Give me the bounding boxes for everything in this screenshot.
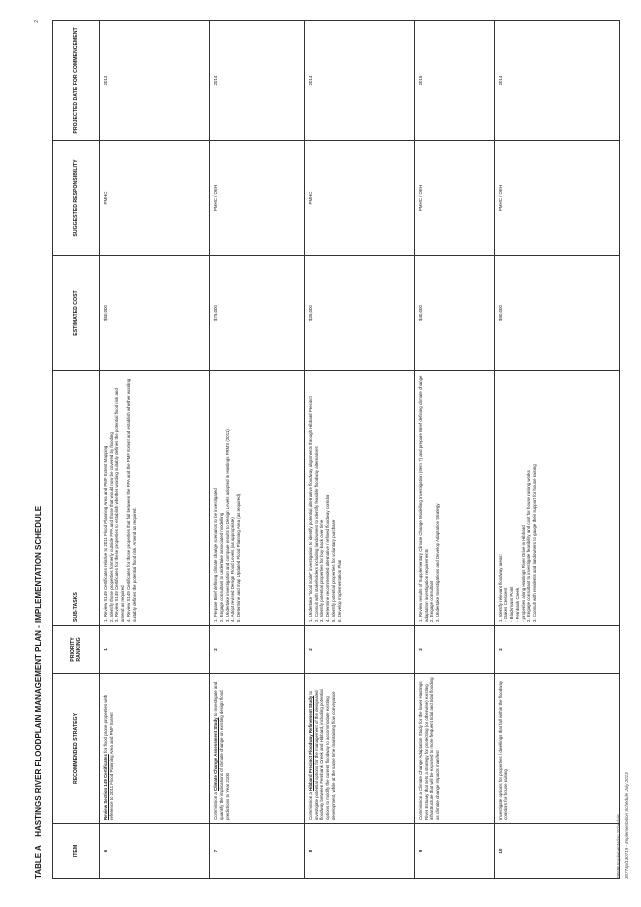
date-cell <box>100 21 210 141</box>
strategy-cell <box>415 674 495 824</box>
priority-cell <box>210 626 305 674</box>
suggested-responsibility: PMHC <box>307 191 313 205</box>
implementation-schedule-table <box>52 20 620 879</box>
item-number: 9 <box>418 849 424 853</box>
table-label: TABLE A <box>34 845 43 879</box>
header-strategy: RECOMMENDED STRATEGY <box>53 674 100 824</box>
priority-ranking: 3 <box>418 648 424 651</box>
subtask-item: 6. Develop Implementation Plan <box>336 559 342 622</box>
subtask-item: - Blackmans Point <box>509 586 515 622</box>
priority-ranking: 2 <box>307 648 313 651</box>
strategy-highlight: Climate Change Assessment Study <box>213 717 219 791</box>
subtask-item: 2. Engage consultant to investigate feasibility and cost for house raising works <box>526 470 532 622</box>
subtask-item: 4. Adopt revised Design Flood Levels (as appropriate) <box>230 517 236 622</box>
subtask-item: 3. Undertake Investigations and Develop Adaptation Strategy <box>435 503 441 622</box>
subtask-list <box>308 374 342 622</box>
item-cell <box>415 824 495 879</box>
responsibility-cell <box>494 141 619 256</box>
header-date: PROJECTED DATE FOR COMMENCEMENT <box>53 21 100 141</box>
priority-ranking: 2 <box>213 648 219 651</box>
subtask-item: 5. Identify potential properties for voluntary purchase <box>330 519 336 622</box>
strategy-text: for flood prone properties with reference to 2011 Flood Planning Area and PMF Extent <box>103 694 114 820</box>
strategy-cell <box>100 674 210 824</box>
item-number: 10 <box>497 848 503 854</box>
strategy-text: to investigate potential options for the management of the designated floodway between Fernbank Creek and Hibbard, including potential options to modify the current floodway to accommodate existing development, while at the same time maintaining flow conveyance <box>307 689 336 820</box>
subtask-item: 4. Review S149 Certificates for those properties that fall between the FPA and the PMF Extent and establish whether wording suitably defines the potential flood risk. Amend as required. <box>125 378 137 622</box>
subtask-item: 3. Consult with residents and landowners to gauge their support for house raising <box>531 464 537 622</box>
strategy-text: Commission a Climate Change Adaptation Study for the lower Hastings River Estuary that sets a strategy for protecting (or otherwise) existing infrastructure that will be exposed to more frequent tidal and tidal flooding as climate change impacts manifest <box>418 677 441 820</box>
suggested-responsibility: PMHC / OEH <box>418 184 424 212</box>
subtask-item: - properties along Hastings River Drive in Hibbard <box>520 525 526 622</box>
item-cell <box>210 824 305 879</box>
priority-cell <box>304 626 414 674</box>
subtask-item: 1. Prepare Brief defining climate change scenarios to be investigated <box>213 488 219 622</box>
subtasks-cell <box>494 371 619 626</box>
strategy-prefix: Commission a <box>213 790 219 820</box>
responsibility-cell <box>210 141 305 256</box>
footer-line-1: FRMP Implementation Schedule <box>616 814 621 879</box>
item-number: 8 <box>307 849 313 853</box>
header-row <box>53 21 100 879</box>
estimated-cost: $75,000 <box>213 305 219 321</box>
table-row <box>100 21 210 879</box>
subtasks-cell <box>100 371 210 626</box>
subtask-item: 3. Identify potential properties for buy-back over time <box>319 519 325 622</box>
subtask-item: 3. Undertake investigation and compare results to Design Levels adopted in Hastings FRMS (2011) <box>224 429 230 622</box>
strategy-cell <box>304 674 414 824</box>
header-item: ITEM <box>53 824 100 879</box>
header-priority: PRIORITY RANKING <box>53 626 100 674</box>
estimated-cost: $90,000 <box>497 305 503 321</box>
responsibility-cell <box>415 141 495 256</box>
cost-cell <box>415 256 495 371</box>
cost-cell <box>494 256 619 371</box>
subtask-item: 3. Review S149 Certificates for these properties to establish whether wording suitably defines the potential flood risk and amend as required <box>114 388 126 622</box>
commencement-date: 2014 <box>307 75 313 86</box>
strategy-cell <box>210 674 305 824</box>
subtask-item: 1. Undertake "local scale" investigation to identify potential alternative floodway alignments through Hibbard Precinct <box>307 396 313 622</box>
subtask-item: 4. Determine recommended alternative / refined floodway corridor <box>325 494 331 622</box>
priority-ranking: 2 <box>497 648 503 651</box>
subtask-item: 2. Engage consultant to undertake associated modelling <box>218 512 224 622</box>
page-title <box>34 506 43 879</box>
table-row <box>494 21 619 879</box>
subtask-item: 2. Consult with stakeholders including landowners to identify feasible floodway alternatives <box>313 446 319 622</box>
estimated-cost: $50,000 <box>103 305 108 321</box>
commencement-date: 2015 <box>418 75 424 86</box>
responsibility-cell <box>100 141 210 256</box>
date-cell <box>415 21 495 141</box>
subtask-list <box>103 374 137 622</box>
date-cell <box>304 21 414 141</box>
suggested-responsibility: PMHC / OEH <box>213 184 219 212</box>
subtasks-cell <box>415 371 495 626</box>
item-number: 7 <box>213 849 219 853</box>
cost-cell <box>304 256 414 371</box>
priority-cell <box>100 626 210 674</box>
subtask-list <box>498 374 538 622</box>
subtask-item: 5. Determine and map Updated Flood Planning Area (as required) <box>235 493 241 622</box>
header-responsibility: SUGGESTED RESPONSIBILITY <box>53 141 100 256</box>
priority-ranking: 1 <box>103 648 108 651</box>
item-cell <box>100 824 210 879</box>
commencement-date: 2013 <box>103 75 108 86</box>
strategy-text: Investigate options for properties / dwellings that fall within the floodway corridors for house raising <box>497 680 509 820</box>
subtask-item: - Oakes Crescent <box>503 587 509 622</box>
item-cell <box>494 824 619 879</box>
subtask-list <box>213 374 242 622</box>
priority-cell <box>494 626 619 674</box>
date-cell <box>210 21 305 141</box>
table-row <box>304 21 414 879</box>
date-cell <box>494 21 619 141</box>
estimated-cost: $40,000 <box>418 305 424 321</box>
cost-cell <box>100 256 210 371</box>
priority-cell <box>415 626 495 674</box>
strategy-highlight: Review Section 149 Certificates <box>103 754 108 820</box>
subtasks-cell <box>304 371 414 626</box>
suggested-responsibility: PMHC <box>103 191 108 205</box>
subtask-item: 1. Identify relevant floodway areas: <box>497 554 503 622</box>
header-subtasks: SUB-TASKS <box>53 371 100 626</box>
estimated-cost: $35,000 <box>307 305 313 321</box>
strategy-text: to investigate and quantify the implications of climate change on existing design flood predictions to Year 2100 <box>213 681 230 820</box>
item-cell <box>304 824 414 879</box>
table-row <box>415 21 495 879</box>
subtask-list <box>418 374 441 622</box>
commencement-date: 2014 <box>497 75 503 86</box>
strategy-highlight: Hibbard Precinct Floodway Refinement Study <box>307 695 313 791</box>
subtask-item: - Fernbank Creek <box>514 587 520 622</box>
strategy-cell <box>494 674 619 824</box>
responsibility-cell <box>304 141 414 256</box>
table-row <box>210 21 305 879</box>
page-number: 2 <box>34 20 40 23</box>
subtasks-cell <box>210 371 305 626</box>
cost-cell <box>210 256 305 371</box>
subtask-item: 2. Identify those properties formerly outside FPA and those that would now be covered by flooding <box>108 432 114 622</box>
commencement-date: 2014 <box>213 75 219 86</box>
item-number: 6 <box>103 849 108 853</box>
footer-line-2: 30774p/130719 - Implementation Schedule July 2013 <box>624 772 629 879</box>
table-title: HASTINGS RIVER FLOODPLAIN MANAGEMENT PLAN - IMPLEMENTATION SCHEDULE <box>34 505 43 837</box>
subtask-item: 2. Engage consultant <box>429 580 435 622</box>
strategy-prefix: Commission a <box>307 790 313 820</box>
subtask-item: 1. Review results of Supplementary Climate Change Modelling Investigation (Item 7) and prepare Brief defining climate change adaptation investigation requirements <box>418 375 429 622</box>
header-cost: ESTIMATED COST <box>53 256 100 371</box>
subtask-item: 1. Review S149 Certificates relative to 2011 Flood Planning Area and PMF Extent Mapping <box>103 445 108 622</box>
suggested-responsibility: PMHC / OEH <box>497 184 503 212</box>
